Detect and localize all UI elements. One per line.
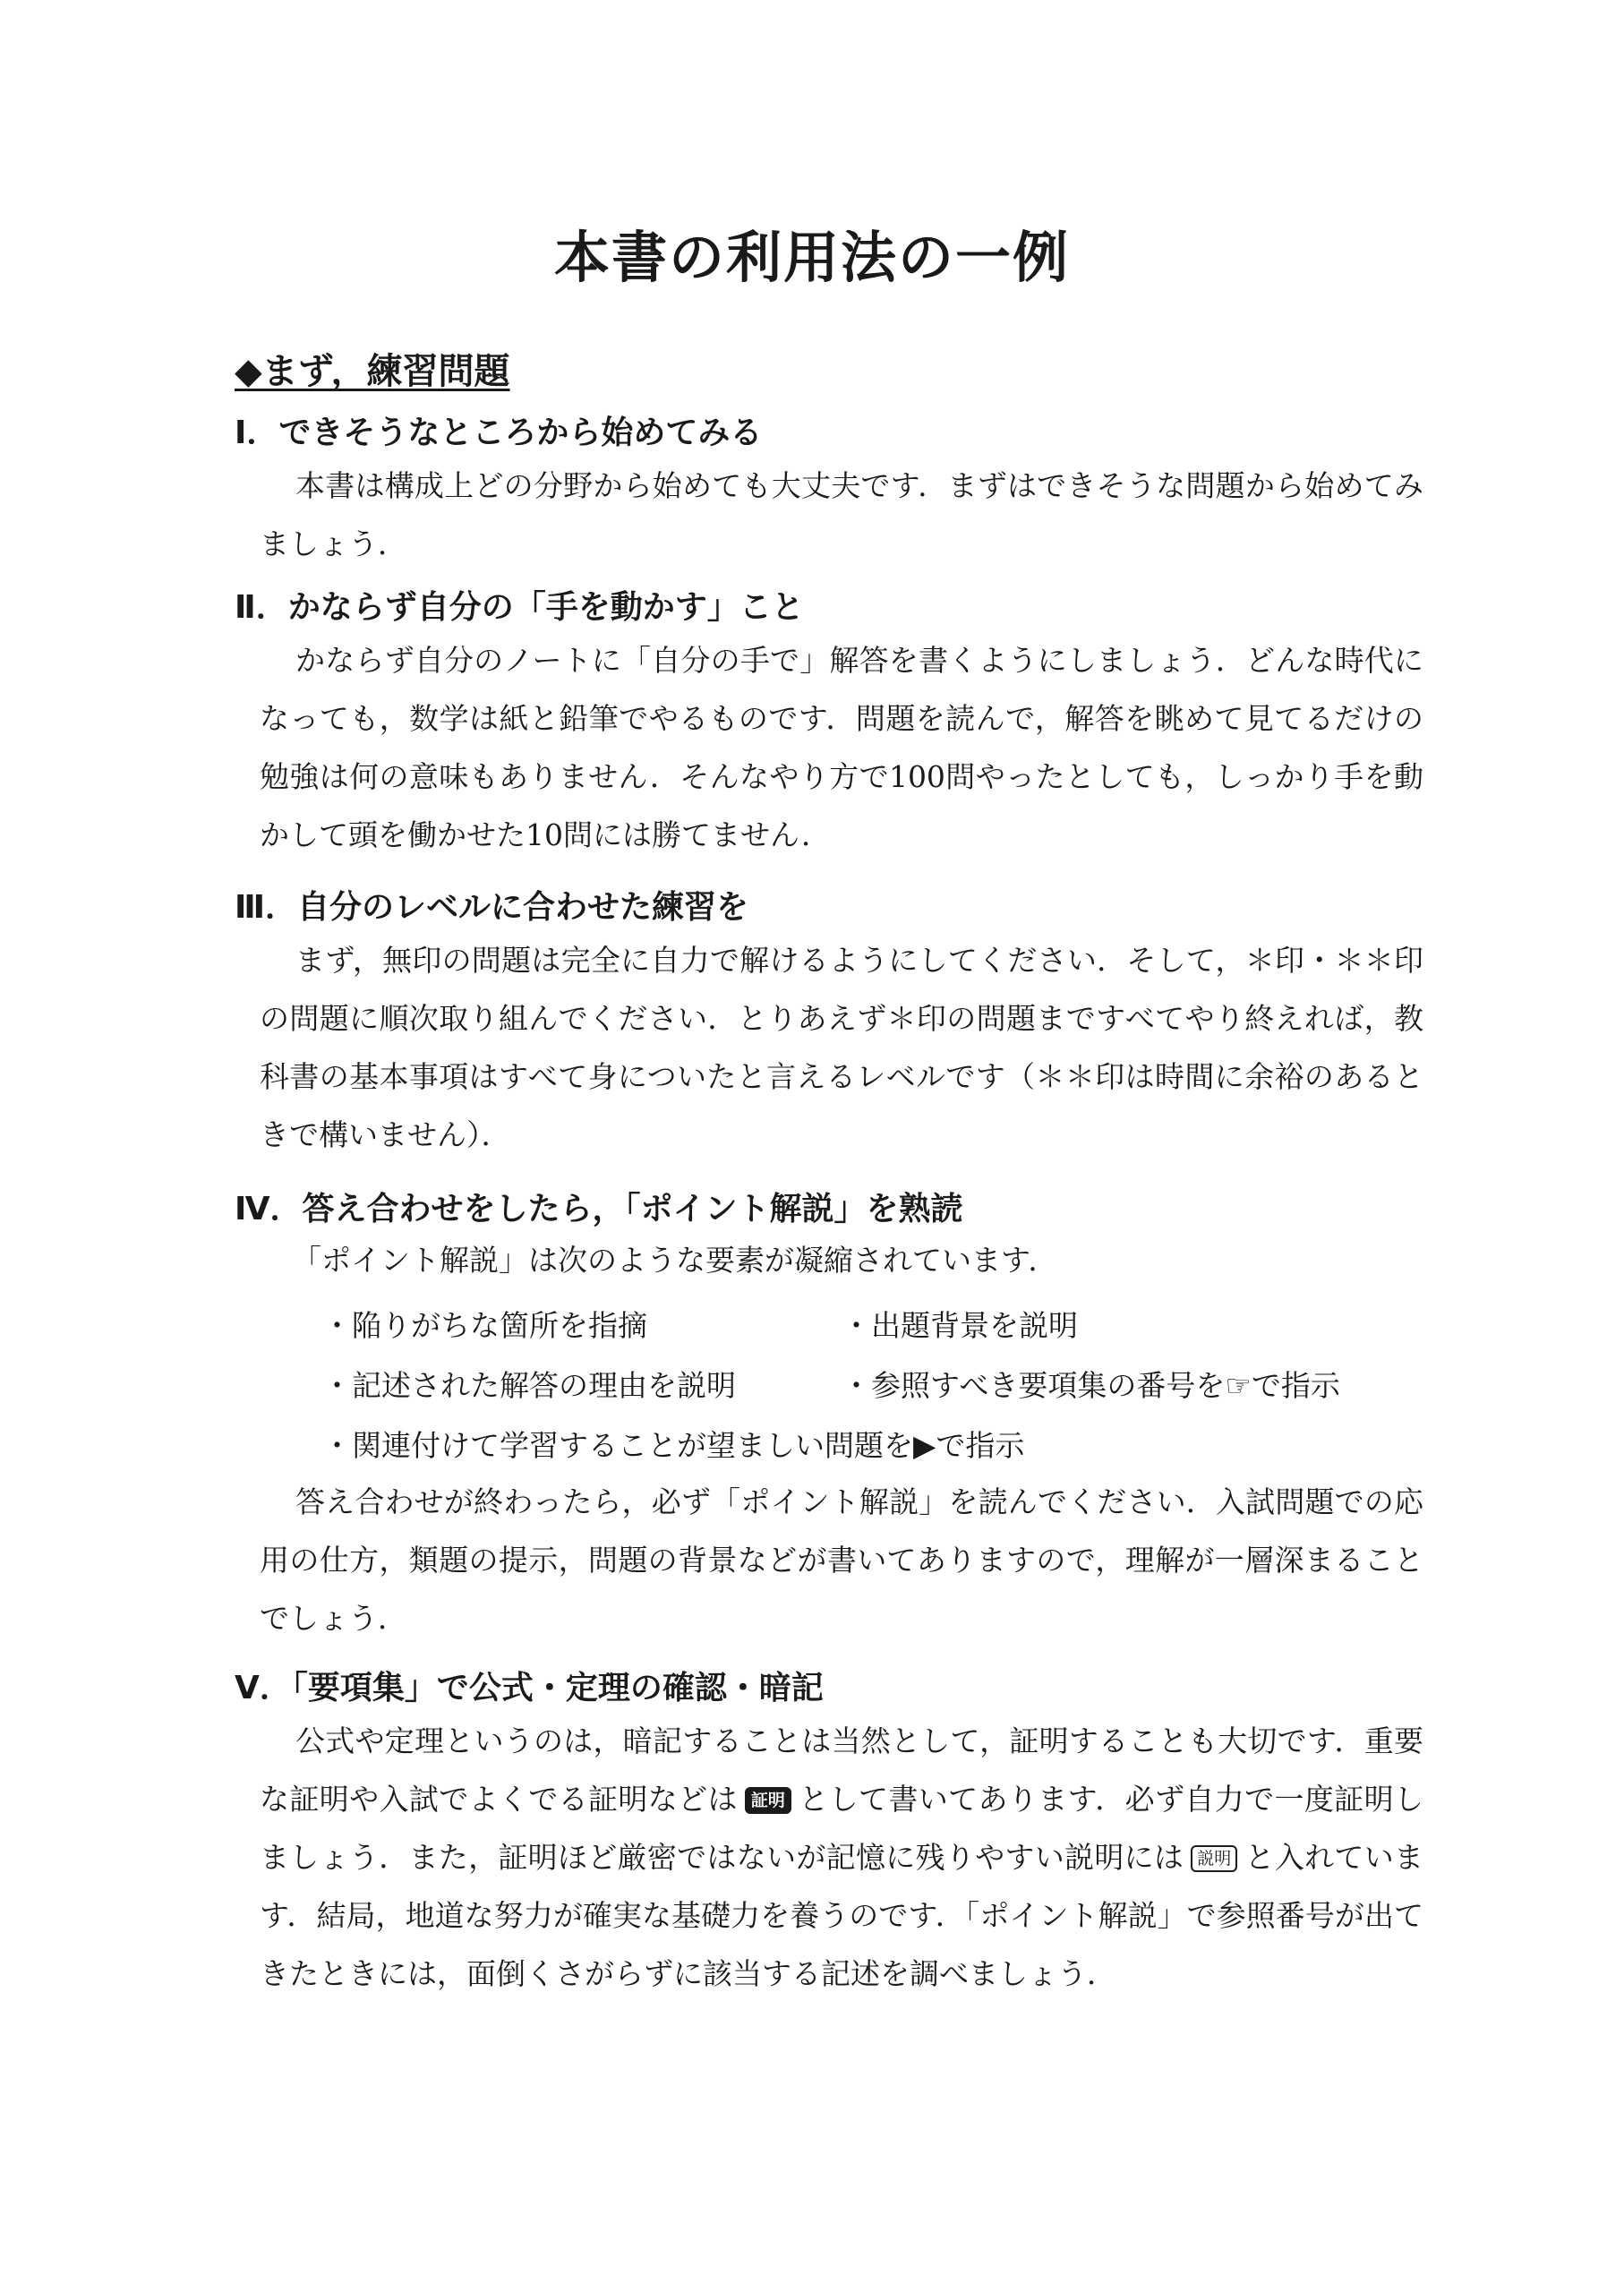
bullet-item: ・記述された解答の理由を説明 xyxy=(322,1368,736,1403)
section-1-body: 本書は構成上どの分野から始めても大丈夫です．まずはできそうな問題から始めてみましょう． xyxy=(260,468,1423,561)
section-4-body: 答え合わせが終わったら，必ず「ポイント解説」を読んでください．入試問題での応用の仕方，類題の提示，問題の背景などが書いてありますので，理解が一層深まることでしょう． xyxy=(260,1484,1423,1636)
section-4-heading: Ⅳ．答え合わせをしたら，「ポイント解説」を熟読 xyxy=(235,1191,963,1227)
section-5-body xyxy=(260,1712,1423,2003)
bullet-item: ・参照すべき要項集の番号を☞で指示 xyxy=(842,1368,1340,1403)
section-4-lead: 「ポイント解説」は次のような要素が凝縮されています． xyxy=(292,1243,1058,1278)
page-title: 本書の利用法の一例 xyxy=(553,225,1070,290)
section-5-heading: Ⅴ．「要項集」で公式・定理の確認・暗記 xyxy=(235,1670,824,1706)
proof-badge: 証明 xyxy=(745,1787,791,1814)
section-1-heading: Ⅰ．できそうなところから始めてみる xyxy=(235,415,763,451)
section-3-body: まず，無印の問題は完全に自力で解けるようにしてください．そして，＊印・＊＊印の問題に順次取り組んでください．とりあえず＊印の問題まですべてやり終えれば，教科書の基本事項はすべて身についたと言えるレベルです（＊＊印は時間に余裕のあるときで構いません）． xyxy=(260,943,1423,1152)
intro-heading: ◆まず，練習問題 xyxy=(235,351,510,392)
section-5-text-3: と入れています．結局，地道な努力が確実な基礎力を養うのです．「ポイント解説」で参照番号が出てきたときには，面倒くさがらずに該当する記述を調べましょう． xyxy=(260,1840,1423,1991)
bullet-item: ・出題背景を説明 xyxy=(842,1308,1078,1343)
explanation-badge: 説明 xyxy=(1191,1845,1237,1872)
bullet-item: ・関連付けて学習することが望ましい問題を▶で指示 xyxy=(322,1428,1025,1463)
section-5-text-2: として書いてあります．必ず自力で一度証明しましょう．また，証明ほど厳密ではないが記憶に残りやすい説明には xyxy=(260,1782,1423,1875)
section-3-heading: Ⅲ．自分のレベルに合わせた練習を xyxy=(235,889,749,926)
bullet-item: ・陥りがちな箇所を指摘 xyxy=(322,1308,647,1343)
section-2-body: かならず自分のノートに「自分の手で」解答を書くようにしましょう．どんな時代になっても，数学は紙と鉛筆でやるものです．問題を読んで，解答を眺めて見てるだけの勉強は何の意味もありません．そんなやり方で100問やったとしても，しっかり手を動かして頭を働かせた10問には勝てません． xyxy=(260,643,1423,852)
section-5-text-1: 公式や定理というのは，暗記することは当然として，証明することも大切です．重要な証明や入試でよくでる証明などは xyxy=(260,1723,1423,1817)
section-2-heading: Ⅱ．かならず自分の「手を動かす」こと xyxy=(235,589,804,626)
